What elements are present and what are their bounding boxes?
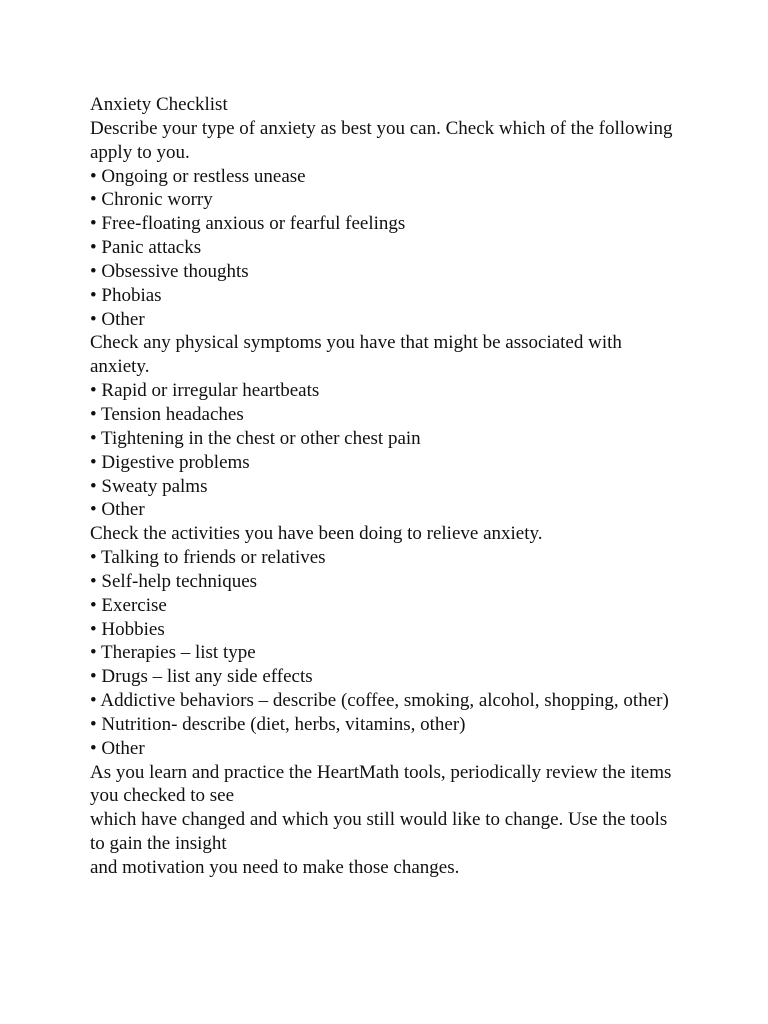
list-item: • Drugs – list any side effects [90,666,313,688]
physical-symptoms-prompt: Check any physical symptoms you have that might be associated with anxiety. [90,332,622,378]
activities-list [90,546,680,761]
list-item: • Other [90,737,145,759]
list-item: • Therapies – list type [90,642,256,664]
closing-line: and motivation you need to make those changes. [90,857,460,878]
intro-paragraph: Describe your type of anxiety as best you can. Check which of the following apply to you. [90,117,673,163]
list-item: • Panic attacks [90,237,202,259]
physical-symptoms-list [90,379,680,522]
list-item: • Tightening in the chest or other chest pain [90,427,421,449]
list-item: • Sweaty palms [90,475,208,497]
list-item: • Ongoing or restless unease [90,165,306,187]
list-item: • Chronic worry [90,189,213,211]
list-item: • Self-help techniques [90,570,258,592]
closing-line: which have changed and which you still would like to change. Use the tools to gain the insight [90,809,668,855]
list-item: • Exercise [90,594,167,616]
document-title: Anxiety Checklist [90,94,228,115]
list-item: • Other [90,499,145,521]
list-item: • Other [90,308,145,330]
activities-prompt: Check the activities you have been doing to relieve anxiety. [90,523,543,545]
anxiety-types-list [90,165,680,332]
list-item: • Free-floating anxious or fearful feelings [90,213,406,235]
list-item: • Digestive problems [90,451,250,473]
list-item: • Nutrition- describe (diet, herbs, vitamins, other) [90,713,466,735]
closing-line: As you learn and practice the HeartMath tools, periodically review the items you checked to see [90,761,672,807]
closing-paragraph [90,761,680,880]
list-item: • Phobias [90,284,162,306]
list-item: • Tension headaches [90,403,244,425]
document-page [90,93,680,880]
list-item: • Addictive behaviors – describe (coffee, smoking, alcohol, shopping, other) [90,690,669,712]
list-item: • Obsessive thoughts [90,260,249,282]
list-item: • Rapid or irregular heartbeats [90,380,320,402]
list-item: • Hobbies [90,618,165,640]
list-item: • Talking to friends or relatives [90,547,326,569]
